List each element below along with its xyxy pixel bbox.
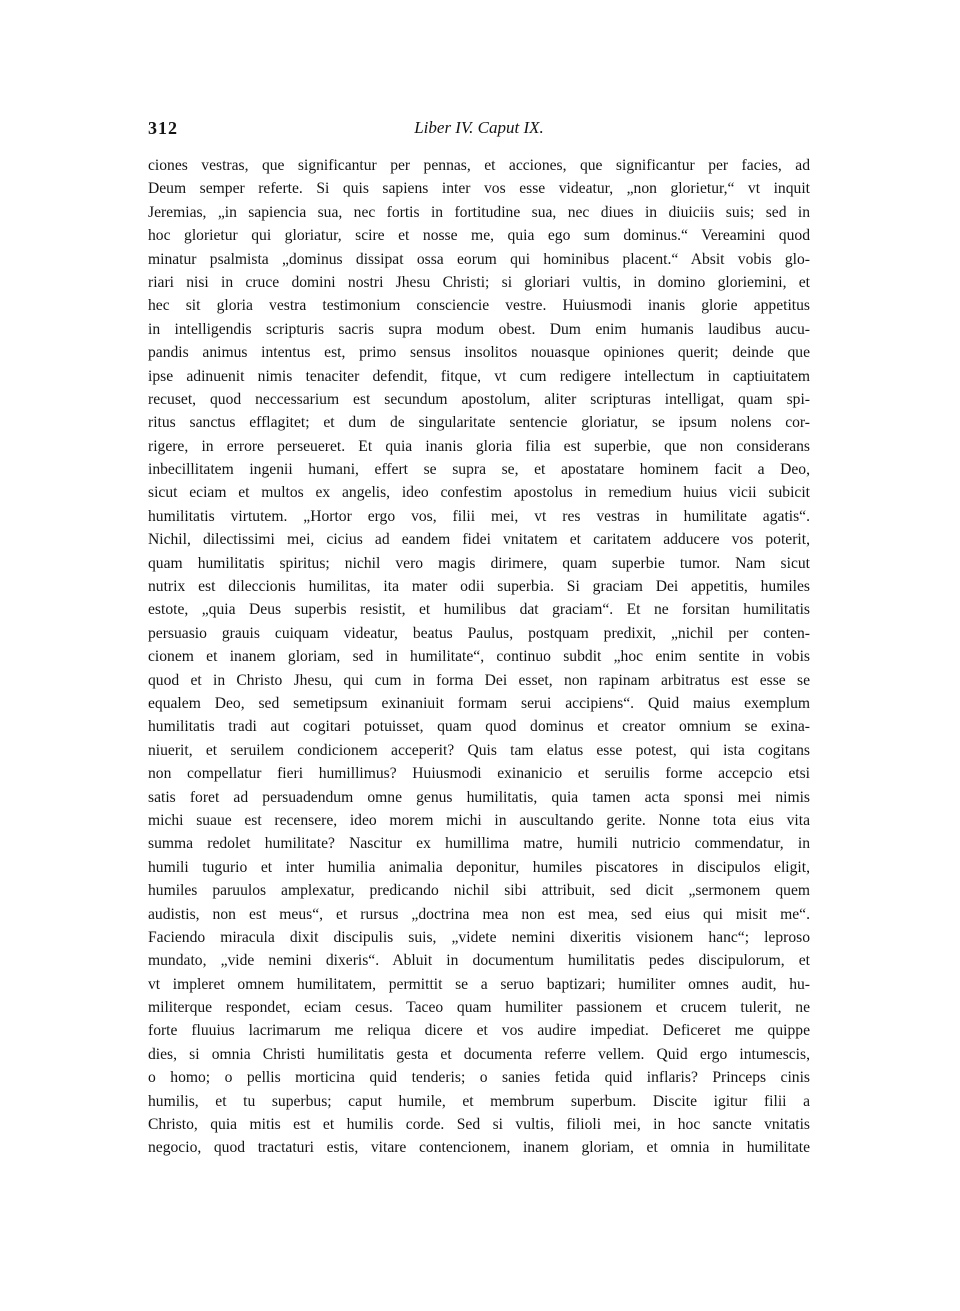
text-line: hoc glorietur qui gloriatur, scire et nosse me, quia ego sum dominus.“ Vereamini quod bbox=[148, 227, 810, 245]
text-line: quod et in Christo Jhesu, qui cum in forma Dei esset, non rapinam arbitratus est esse se bbox=[148, 671, 810, 689]
text-line: Deum semper referte. Si quis sapiens inter vos esse videatur, „non glorietur,“ vt inquit bbox=[148, 180, 810, 198]
text-line: ritus sanctus efflagitet; et dum de singularitate sentencie gloriatur, se ipsum nolens cor- bbox=[148, 414, 810, 432]
text-line: ciones vestras, que significantur per pennas, et acciones, que significantur per facies, ad bbox=[148, 157, 810, 174]
text-line: humilitatis tradi aut cogitari potuisset, quam quod dominus et creator omnium se exina- bbox=[148, 718, 810, 736]
text-line: estote, „quia Deus superbis resistit, et humilibus dat graciam“. Et ne forsitan humilitatis bbox=[148, 601, 810, 619]
text-line: riari nisi in cruce domini nostri Jhesu Christi; si gloriari vultis, in domino gloriemini, et bbox=[148, 273, 810, 291]
running-head: Liber IV. Caput IX. bbox=[414, 118, 544, 137]
text-line: Christo, quia mitis est et humilis corde. Sed si vultis, filioli mei, in hoc sancte vnitatis bbox=[148, 1116, 810, 1134]
text-line: equalem Deo, sed semetipsum exinaniuit formam serui accipiens“. Quid maius exemplum bbox=[148, 694, 810, 712]
text-line: Faciendo miracula dixit discipulis suis, „videte nemini dixeritis visionem hanc“; leproso bbox=[148, 928, 810, 946]
text-line: Jeremias, „in sapiencia sua, nec fortis in fortitudine sua, nec diues in diuiciis suis; sed in bbox=[148, 203, 810, 221]
text-line: pandis animus intentus est, primo sensus insolitos nouasque opiniones querit; deinde que bbox=[148, 344, 810, 362]
text-line: niuerit, et seruilem condicionem acceperit? Quis tam elatus esse potest, qui ista cogitans bbox=[148, 741, 810, 759]
text-line: humilitatis virtutem. „Hortor ergo vos, filii mei, vt res vestras in humilitate agatis“. bbox=[148, 507, 810, 525]
text-line: forte fluuius lacrimarum me reliqua dicere et vos audire impediat. Deficeret me quippe bbox=[148, 1022, 810, 1040]
text-line: persuasio grauis cuiquam videatur, beatus Paulus, postquam predixit, „nichil per conten- bbox=[148, 624, 810, 642]
text-line: michi suaue est recensere, ideo morem michi in auscultando gerite. Nonne tota eius vita bbox=[148, 811, 810, 829]
text-line: summa redolet humilitate? Nascitur ex humillima matre, humili nutricio commendatur, in bbox=[148, 835, 810, 853]
text-line: rigere, in errore perseueret. Et quia inanis gloria filia est superbie, que non considerans bbox=[148, 437, 810, 455]
text-line: in intelligendis scripturis sacris supra modum obest. Dum enim humanis laudibus aucu- bbox=[148, 320, 810, 338]
text-line: minatur psalmista „dominus dissipat ossa eorum qui hominibus placent.“ Absit vobis glo- bbox=[148, 250, 810, 268]
text-line: inbecillitatem ingenii humani, effert se supra se, et apostatare hominem facit a Deo, bbox=[148, 461, 810, 479]
text-line: recuset, quod neccessarium est secundum apostolum, aliter scripturas intelligat, quam spi- bbox=[148, 390, 810, 408]
text-line: humili tugurio et inter humilia animalia deponitur, humiles piscatores in discipulos eligit, bbox=[148, 858, 810, 876]
text-line: dies, si omnia Christi humilitatis gesta et documenta referre vellem. Quid ergo intumescis, bbox=[148, 1045, 810, 1063]
text-line: satis foret ad persuadendum omne genus humilitatis, quia tamen acta sponsi mei nimis bbox=[148, 788, 810, 806]
text-line: vt impleret omnem humilitatem, permittit se a seruo baptizari; humiliter omnes audit, hu- bbox=[148, 975, 810, 993]
text-line: sicut eciam et multos ex angelis, ideo confestim apostolus in remedium huius vicii subicit bbox=[148, 484, 810, 502]
text-line: humiles paruulos amplexatur, predicando nichil sibi attribuit, sed dicit „sermonem quem bbox=[148, 882, 810, 900]
text-line: hec sit gloria vestra testimonium consciencie vestre. Huiusmodi inanis glorie appetitus bbox=[148, 297, 810, 315]
text-line: audistis, non est meus“, et rursus „doctrina mea non est mea, sed eius qui misit me“. bbox=[148, 905, 810, 923]
document-page bbox=[148, 118, 810, 1160]
text-line: mundato, „vide nemini dixeris“. Abluit in documentum humilitatis pedes discipulorum, et bbox=[148, 952, 810, 970]
text-line: ipse adinuenit nimis tenaciter defendit, fitque, vt cum redigere intellectum in captiuitatem bbox=[148, 367, 810, 385]
page-number: 312 bbox=[148, 118, 178, 138]
text-line: humilis, et tu superbus; caput humile, et membrum superbum. Discite igitur filii a bbox=[148, 1092, 810, 1110]
page-header bbox=[148, 118, 810, 144]
text-line: militerque respondet, eciam cesus. Taceo quam humiliter passionem et crucem tulerit, ne bbox=[148, 999, 810, 1017]
text-line: o homo; o pellis morticina quid tenderis; o sanies fetida quid inflaris? Princeps cinis bbox=[148, 1069, 810, 1087]
text-line: cionem et inanem gloriam, sed in humilitate“, continuo subdit „hoc enim sentite in vobis bbox=[148, 648, 810, 666]
text-line: nutrix est dileccionis humilitas, ita mater odii superbia. Si graciam Dei appetitis, humiles bbox=[148, 578, 810, 596]
text-line: negocio, quod tractaturi estis, vitare contencionem, inanem gloriam, et omnia in humilitate bbox=[148, 1139, 810, 1157]
text-line: non compellatur fieri humillimus? Huiusmodi exinanicio et seruilis forme accepcio etsi bbox=[148, 765, 810, 783]
text-line: Nichil, dilectissimi mei, cicius ad eandem fidei vnitatem et caritatem adducere vos poterit, bbox=[148, 531, 810, 549]
text-line: quam humilitatis spiritus; nichil vero magis dirimere, quam superbie tumor. Nam sicut bbox=[148, 554, 810, 572]
body-text bbox=[148, 154, 810, 1160]
